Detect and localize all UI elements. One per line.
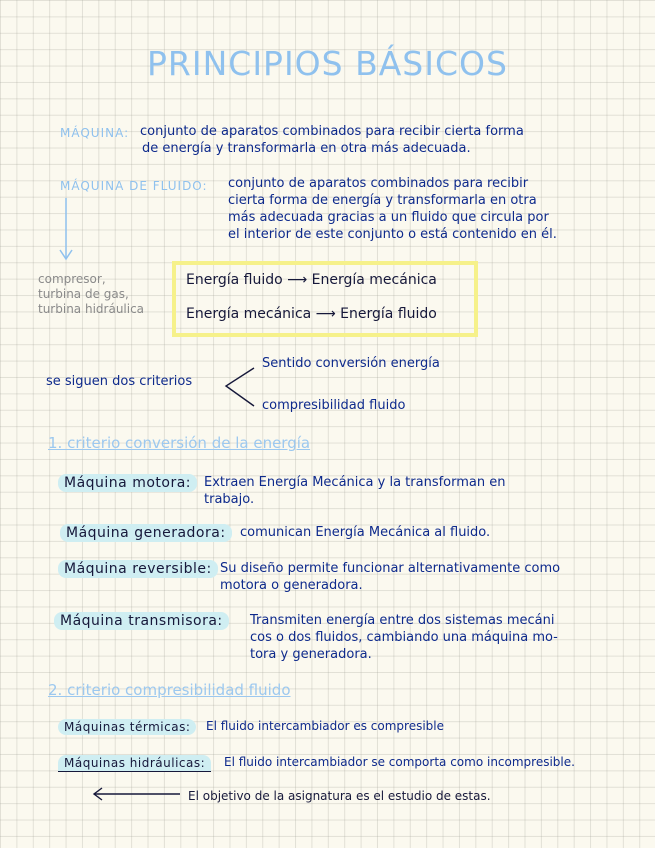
reversible-description [220,560,620,594]
transmisora-line: Transmiten energía entre dos sistemas mecáni [250,613,555,628]
criteria-option-2: compresibilidad fluido [262,398,406,413]
motora-description [204,474,604,508]
page-title: PRINCIPIOS BÁSICOS [147,44,508,83]
termicas-term-label: Máquinas térmicas: [58,719,196,735]
maquina-definition-line: conjunto de aparatos combinados para recibir cierta forma [140,124,524,139]
examples-list [38,272,144,317]
example-item: compresor, [38,272,106,286]
left-arrow-icon [90,785,184,803]
reversible-line: Su diseño permite funcionar alternativamente como [220,561,561,576]
reversible-line: motora o generadora. [220,578,363,593]
example-item: turbina de gas, [38,287,129,301]
criteria-label: se siguen dos criterios [46,374,193,389]
reversible-term [58,558,218,578]
example-item: turbina hidráulica [38,302,145,316]
criteria-option-1: Sentido conversión energía [262,356,440,371]
maquina-definition-line: de energía y transformarla en otra más adecuada. [142,141,471,156]
maquina-fluido-definition-line: más adecuada gracias a un fluido que circula por [228,210,549,225]
maquina-fluido-definition-line: el interior de este conjunto o está contenido en él. [228,227,557,242]
hidraulicas-description: El fluido intercambiador se comporta como incompresible. [224,755,575,769]
transmisora-line: tora y generadora. [250,647,372,662]
transmisora-line: cos o dos fluidos, cambiando una máquina mo- [250,630,558,645]
down-arrow-icon [58,196,74,264]
hidraulicas-term [58,752,211,772]
transmisora-term [54,610,229,630]
motora-term-label: Máquina motora: [58,474,197,492]
generadora-term-label: Máquina generadora: [60,524,232,542]
maquina-fluido-term [60,179,208,193]
energy-line-2: Energía mecánica ⟶ Energía fluido [186,306,437,322]
termicas-description: El fluido intercambiador es compresible [206,719,445,733]
energy-line-1: Energía fluido ⟶ Energía mecánica [186,272,437,288]
transmisora-description [250,612,620,663]
section2-heading: 2. criterio compresibilidad fluido [48,681,291,699]
generadora-description [240,524,600,541]
maquina-fluido-definition-line: conjunto de aparatos combinados para recibir [228,176,529,191]
transmisora-term-label: Máquina transmisora: [54,612,229,630]
hidraulicas-term-label: Máquinas hidráulicas: [58,755,211,772]
maquina-fluido-term-text: MÁQUINA DE FLUIDO: [60,179,208,193]
maquina-fluido-definition [228,175,608,243]
maquina-fluido-definition-line: cierta forma de energía y transformarla en otra [228,193,537,208]
motora-term [58,472,197,492]
section1-heading: 1. criterio conversión de la energía [48,434,311,452]
maquina-definition [140,123,610,157]
motora-line: trabajo. [204,492,255,507]
motora-line: Extraen Energía Mecánica y la transforman en [204,475,506,490]
reversible-term-label: Máquina reversible: [58,560,218,578]
generadora-line: comunican Energía Mecánica al fluido. [240,525,491,540]
note-text: El objetivo de la asignatura es el estudio de estas. [188,789,491,803]
termicas-term [58,716,196,735]
maquina-term: MÁQUINA: [60,126,130,140]
brace-icon [220,364,260,410]
generadora-term [60,522,232,542]
